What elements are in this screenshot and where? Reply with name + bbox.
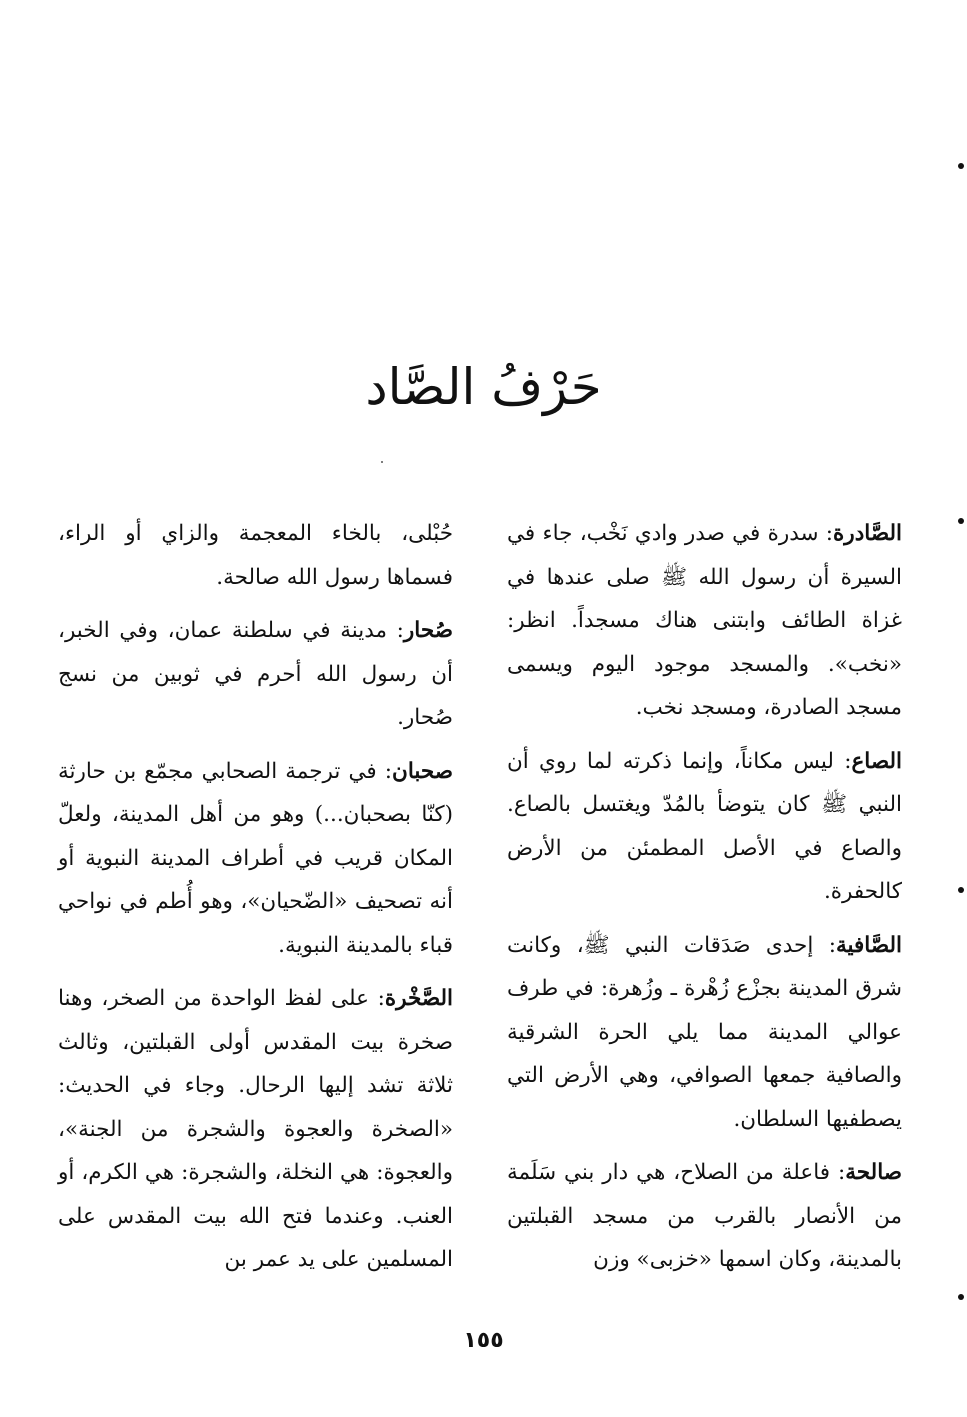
entry-term: صُحار [403, 618, 453, 643]
entry-sadira [507, 512, 902, 730]
entry-continuation [58, 512, 453, 599]
right-column [507, 512, 902, 1292]
entry-sakhra [58, 977, 453, 1282]
entry-text: : مدينة في سلطنة عمان، وفي الخبر، أن رسول الله أحرم في ثوبين من نسج صُحار. [58, 618, 453, 730]
entry-safiya [507, 924, 902, 1142]
entry-term: الصَّافية [835, 932, 902, 958]
entry-term: الصَّخْرة [384, 986, 453, 1011]
entry-term: الصاع [851, 748, 902, 774]
entry-text: حُبْلى، بالخاء المعجمة والزاي أو الراء، فسماها رسول الله صالحة. [58, 521, 453, 590]
entry-saa [507, 740, 902, 914]
entry-text: : سدرة في صدر وادي نَخْب، جاء في السيرة أن رسول الله ﷺ صلى عندها في غزاة الطائف وابتنى هناك مسجداً. انظر: «نخب». والمسجد موجود اليوم ويسمى مسجد الصادرة، ومسجد نخب. [507, 521, 902, 720]
entry-term: صحبان [392, 758, 453, 784]
entry-suhar [58, 609, 453, 740]
entry-text: : على لفظ الواحدة من الصخر، وهنا صخرة بيت المقدس أولى القبلتين، وثالث ثلاثة تشد إليها الرحال. وجاء في الحديث: «الصخرة والعجوة والشجرة من الجنة»، والعجوة: هي النخلة، والشجرة: هي الكرم، أو العنب. وعندما فتح الله بيت المقدس على المسلمين على يد عمر بن [58, 986, 453, 1272]
entry-text: : إحدى صَدَقات النبي ﷺ، وكانت شرق المدينة بجزْع زُهْرة ـ وزُهرة: في طرف عوالي المدينة مما يلي الحرة الشرقية والصافية جمعها الصوافي، وهي الأرض التي يصطفيها السلطان. [507, 932, 902, 1132]
entry-text: : فاعلة من الصلاح، هي دار بني سَلَمة من الأنصار بالقرب من مسجد القبلتين بالمدينة، وكان اسمها «خزبى» وزن [507, 1160, 902, 1272]
entry-text: : ليس مكاناً، وإنما ذكرته لما روي أن النبي ﷺ كان يتوضأ بالمُدّ ويغتسل بالصاع. والصاع في الأصل المطمئن من الأرض كالحفرة. [507, 748, 902, 904]
entry-term: الصَّادرة [833, 521, 902, 546]
left-column [58, 512, 453, 1292]
entry-text: : في ترجمة الصحابي مجمّع بن حارثة (كنّا بصحبان...) وهو من أهل المدينة، ولعلّ المكان قريب في أطراف المدينة النبوية أو أنه تصحيف «الضّحيان»، وهو أُطم في نواحي قباء بالمدينة النبوية. [58, 758, 453, 958]
scan-mark [958, 518, 964, 524]
entry-saliha [507, 1151, 902, 1282]
entry-suhban [58, 750, 453, 968]
scan-speck [381, 461, 383, 463]
page-number: ١٥٥ [463, 1328, 504, 1353]
entry-term: صالحة [845, 1160, 902, 1185]
chapter-title: حَرْفُ الصَّاد [365, 358, 602, 416]
scan-mark [958, 887, 964, 893]
scan-mark [958, 1294, 964, 1300]
scan-mark [958, 163, 964, 169]
